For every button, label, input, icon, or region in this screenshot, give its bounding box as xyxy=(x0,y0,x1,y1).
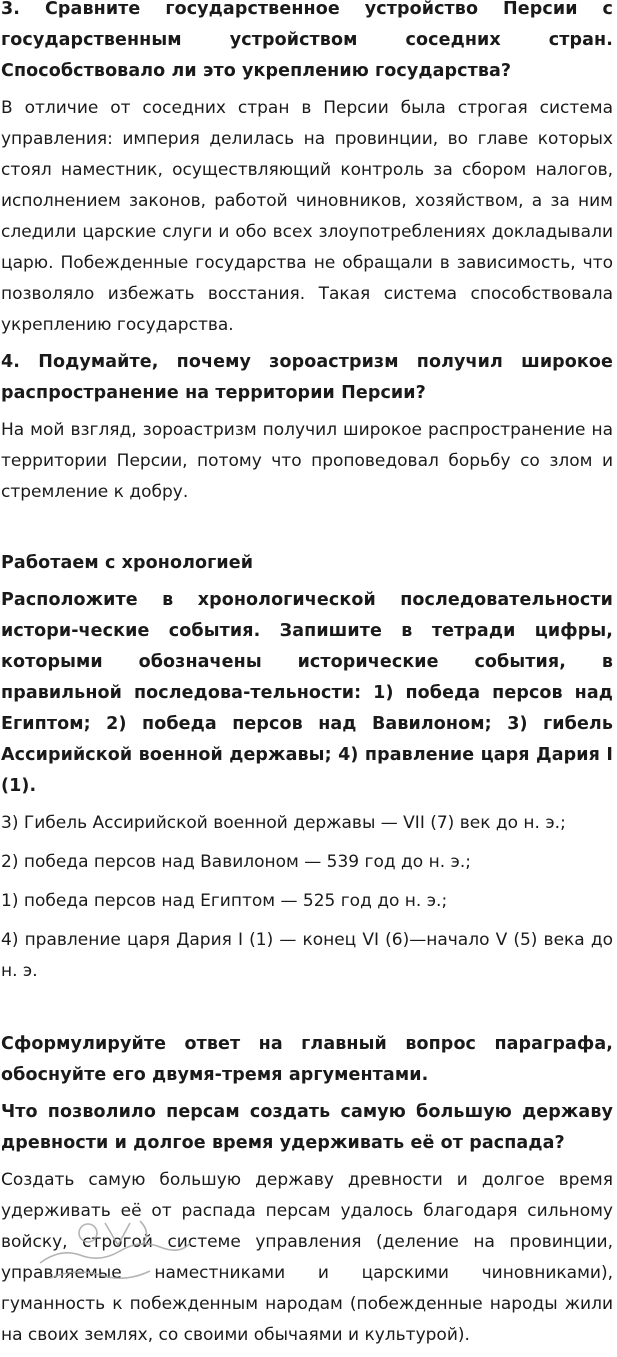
chronology-item: 3) Гибель Ассирийской военной державы — VII (7) век до н. э.; xyxy=(1,813,566,833)
spacer xyxy=(1,995,613,1029)
chronology-heading: Работаем с хронологией xyxy=(1,553,254,573)
question-4: 4. Подумайте, почему зороастризм получил широкое распространение на территории Персии? xyxy=(1,352,613,403)
spacer xyxy=(1,514,613,548)
chronology-item: 2) победа персов над Вавилоном — 539 год до н. э.; xyxy=(1,852,471,872)
main-question: Что позволило персам создать самую большую державу древности и долгое время удерживать её от распада? xyxy=(1,1102,613,1153)
chronology-item: 1) победа персов над Египтом — 525 год до н. э.; xyxy=(1,891,448,911)
chronology-task: Расположите в хронологической последовательности истори-ческие события. Запишите в тетради цифры, которыми обозначены исторические события, в правильной последова-тельности: 1) победа персов над Египтом; 2) победа персов над Вавилоном; 3) гибель Ассирийской военной державы; 4) правление царя Дария I (1). xyxy=(1,590,613,796)
answer-3: В отличие от соседних стран в Персии была строгая система управления: империя делилась на провинции, во главе которых стоял наместник, осуществляющий контроль за сбором налогов, исполнением законов, работой чиновников, хозяйством, а за ним следили царские слуги и обо всех злоупотреблениях докладывали царю. Побежденные государства не обращали в зависимость, что позволяло избежать восстания. Такая система способствовала укреплению государства. xyxy=(1,98,613,335)
chronology-item: 4) правление царя Дария I (1) — конец VI (6)—начало V (5) века до н. э. xyxy=(1,930,613,981)
main-question-answer: Создать самую большую державу древности и долгое время удерживать её от распада персам удалось благодаря сильному войску, строгой системе управления (деление на провинции, управляемые наместниками и царскими чиновниками), гуманность к побежденным народам (побежденные народы жили на своих землях, со своими обычаями и культурой). xyxy=(1,1170,613,1345)
question-3: 3. Сравните государственное устройство Персии с государственным устройством соседних стран. Способствовало ли это укреплению государства? xyxy=(1,0,613,81)
main-question-heading: Сформулируйте ответ на главный вопрос параграфа, обоснуйте его двумя-тремя аргументами. xyxy=(1,1034,613,1085)
answer-4: На мой взгляд, зороастризм получил широкое распространение на территории Персии, потому что проповедовал борьбу со злом и стремление к добру. xyxy=(1,420,613,502)
